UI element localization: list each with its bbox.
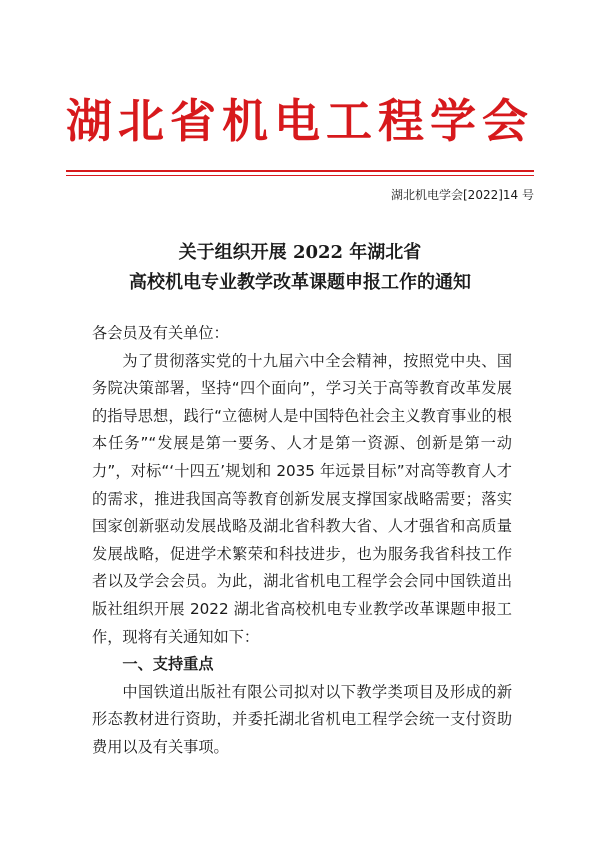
body-paragraph-2: 中国铁道出版社有限公司拟对以下教学类项目及形成的新形态教材进行资助，并委托湖北省机电工程学会统一支付资助费用以及有关事项。	[92, 682, 512, 756]
body-paragraph-1: 为了贯彻落实党的十九届六中全会精神，按照党中央、国务院决策部署，坚持“四个面向”，学习关于高等教育改革发展的指导思想，践行“立德树人是中国特色社会主义教育事业的根本任务”“发展是第一要务、人才是第一资源、创新是第一动力”，对标“‘十四五’规划和 2035 年远景目标”对高等教育人才的需求，推进我国高等教育创新发展支撑国家战略需要；落实国家创新驱动发展战略及湖北省科教大省、人才强省和高质量发展战略，促进学术繁荣和科技进步，也为服务我省科技工作者以及学会会员。为此，湖北省机电工程学会会同中国铁道出版社组织开展 2022 湖北省高校机电专业教学改革课题申报工作，现将有关通知如下：	[92, 351, 512, 646]
letterhead-divider-thick	[66, 170, 534, 172]
notice-title-line-2: 高校机电专业教学改革课题申报工作的通知	[129, 272, 471, 293]
notice-title	[0, 238, 600, 298]
document-number: 湖北机电学会[2022]14 号	[391, 188, 534, 202]
section-heading-1: 一、支持重点	[122, 655, 214, 674]
letterhead-organization-name: 湖北省机电工程学会	[66, 94, 534, 148]
salutation: 各会员及有关单位：	[92, 324, 229, 342]
notice-body	[92, 320, 512, 762]
notice-title-line-1: 关于组织开展 2022 年湖北省	[178, 242, 422, 263]
letterhead-divider-thin	[66, 175, 534, 176]
